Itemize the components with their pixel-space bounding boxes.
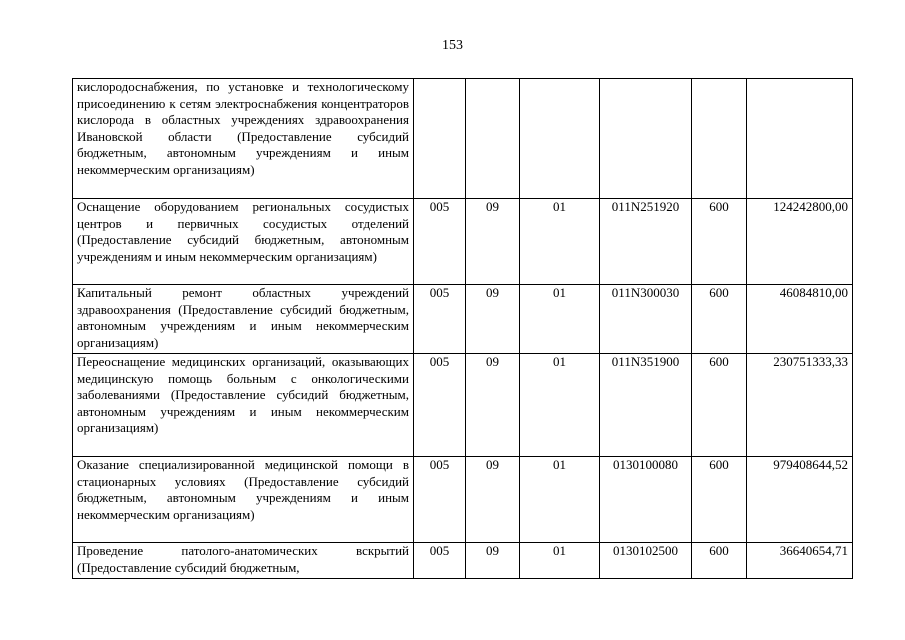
amount: 36640654,71 (747, 543, 853, 579)
ministry-code: 005 (414, 285, 466, 354)
section-code: 09 (466, 457, 520, 543)
subsection-code: 01 (520, 543, 600, 579)
section-code: 09 (466, 543, 520, 579)
subsection-code: 01 (520, 285, 600, 354)
target-article-code: 011N300030 (600, 285, 692, 354)
expense-type-code: 600 (692, 285, 747, 354)
row-description: Проведение патолого-анатомических вскрытий (Предоставление субсидий бюджетным, (73, 543, 414, 579)
table-row (73, 285, 853, 354)
page-number: 153 (442, 38, 463, 53)
target-article-code: 011N251920 (600, 199, 692, 285)
table-row (73, 457, 853, 543)
table-row (73, 543, 853, 579)
table-row (73, 79, 853, 199)
target-article-code: 0130102500 (600, 543, 692, 579)
section-code (466, 79, 520, 199)
subsection-code: 01 (520, 354, 600, 457)
amount: 979408644,52 (747, 457, 853, 543)
table-row (73, 199, 853, 285)
amount: 46084810,00 (747, 285, 853, 354)
row-description: Переоснащение медицинских организаций, оказывающих медицинскую помощь больным с онкологическими заболеваниями (Предоставление субсидий бюджетным, автономным учреждениям и иным некоммерческим организациям) (73, 354, 414, 457)
expense-type-code: 600 (692, 457, 747, 543)
row-description: кислородоснабжения, по установке и технологическому присоединению к сетям электроснабжения концентраторов кислорода в областных учреждениях здравоохранения Ивановской области (Предоставление субсидий бюджетным, автономным учреждениям и иным некоммерческим организациям) (73, 79, 414, 199)
expense-type-code: 600 (692, 354, 747, 457)
target-article-code (600, 79, 692, 199)
ministry-code: 005 (414, 543, 466, 579)
section-code: 09 (466, 285, 520, 354)
section-code: 09 (466, 199, 520, 285)
ministry-code: 005 (414, 354, 466, 457)
ministry-code: 005 (414, 199, 466, 285)
table-row (73, 354, 853, 457)
expense-type-code (692, 79, 747, 199)
amount (747, 79, 853, 199)
row-description: Оснащение оборудованием региональных сосудистых центров и первичных сосудистых отделений (Предоставление субсидий бюджетным, автономным учреждениям и иным некоммерческим организациям) (73, 199, 414, 285)
row-description: Оказание специализированной медицинской помощи в стационарных условиях (Предоставление субсидий бюджетным, автономным учреждениям и иным некоммерческим организациям) (73, 457, 414, 543)
target-article-code: 0130100080 (600, 457, 692, 543)
budget-table (72, 78, 853, 579)
row-description: Капитальный ремонт областных учреждений здравоохранения (Предоставление субсидий бюджетным, автономным учреждениям и иным некоммерческим организациям) (73, 285, 414, 354)
subsection-code (520, 79, 600, 199)
target-article-code: 011N351900 (600, 354, 692, 457)
subsection-code: 01 (520, 199, 600, 285)
expense-type-code: 600 (692, 199, 747, 285)
amount: 124242800,00 (747, 199, 853, 285)
ministry-code: 005 (414, 457, 466, 543)
amount: 230751333,33 (747, 354, 853, 457)
subsection-code: 01 (520, 457, 600, 543)
section-code: 09 (466, 354, 520, 457)
expense-type-code: 600 (692, 543, 747, 579)
ministry-code (414, 79, 466, 199)
